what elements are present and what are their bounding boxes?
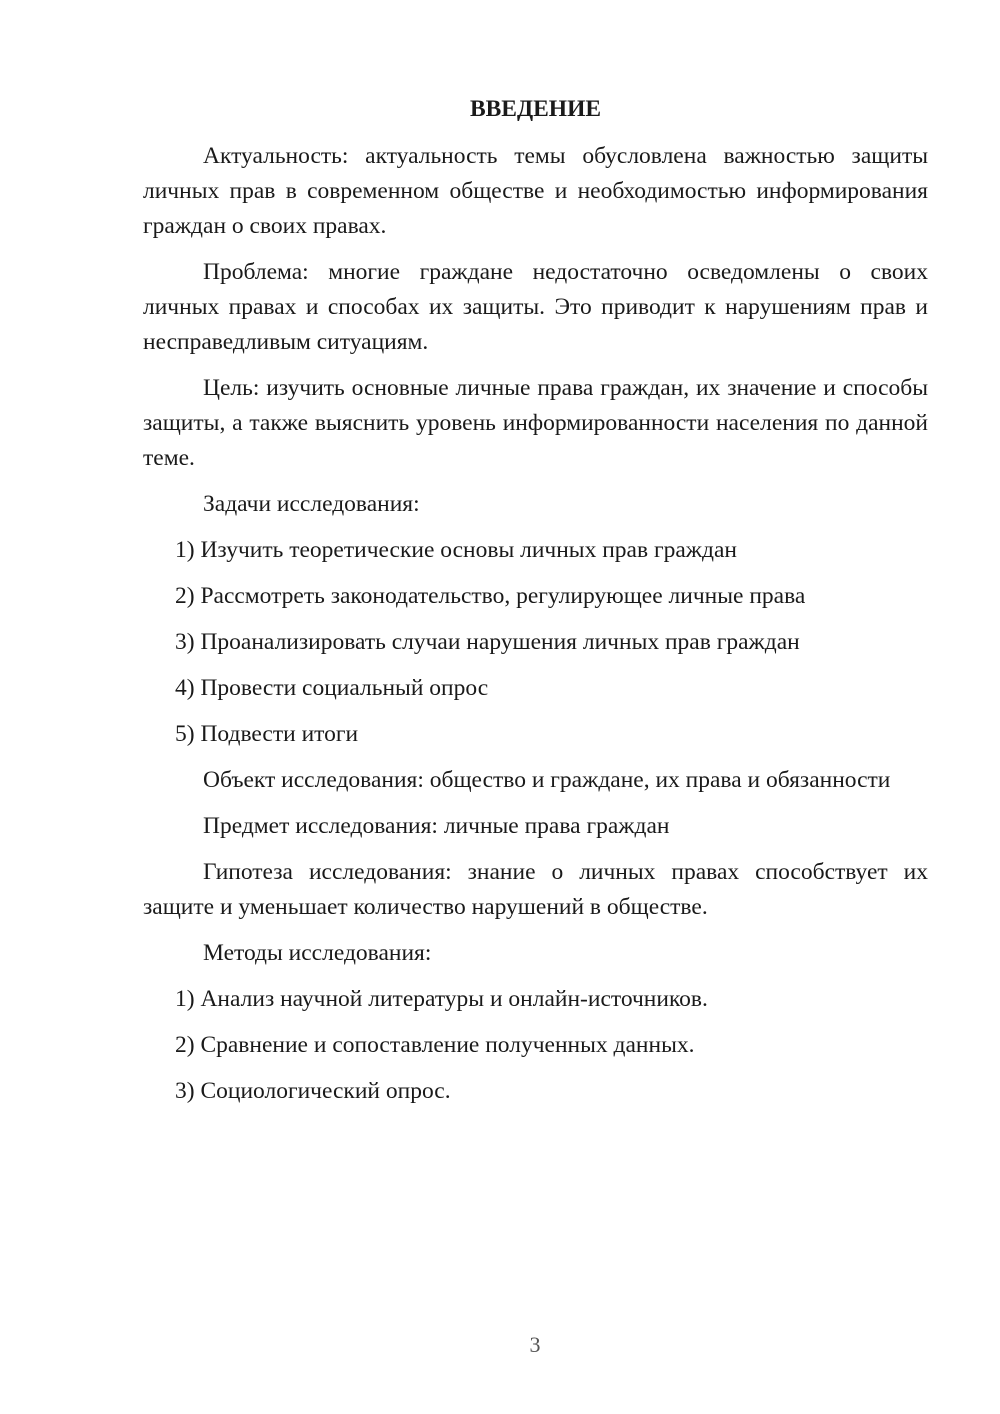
task-item: 3) Проанализировать случаи нарушения личных прав граждан xyxy=(175,629,800,655)
object-paragraph: Объект исследования: общество и граждане, их права и обязанности xyxy=(203,767,891,793)
methods-heading: Методы исследования: xyxy=(203,940,432,966)
task-item: 1) Изучить теоретические основы личных прав граждан xyxy=(175,537,737,563)
page-number: 3 xyxy=(529,1332,541,1357)
method-item: 3) Социологический опрос. xyxy=(175,1078,451,1104)
relevance-paragraph: Актуальность: актуальность темы обусловлена важностью защиты личных прав в современном обществе и необходимостью информирования граждан о своих правах. xyxy=(143,143,928,239)
page-title: ВВЕДЕНИЕ xyxy=(469,96,602,122)
task-item: 5) Подвести итоги xyxy=(175,721,359,747)
problem-paragraph: Проблема: многие граждане недостаточно осведомлены о своих личных правах и способах их защиты. Это приводит к нарушениям прав и несправедливым ситуациям. xyxy=(143,259,928,355)
task-item: 2) Рассмотреть законодательство, регулирующее личные права xyxy=(175,583,806,609)
goal-paragraph: Цель: изучить основные личные права граждан, их значение и способы защиты, а также выяснить уровень информированности населения по данной теме. xyxy=(143,375,928,471)
method-item: 1) Анализ научной литературы и онлайн-источников. xyxy=(175,986,708,1012)
tasks-heading: Задачи исследования: xyxy=(203,491,420,517)
task-item: 4) Провести социальный опрос xyxy=(175,675,489,701)
subject-paragraph: Предмет исследования: личные права граждан xyxy=(203,813,670,839)
method-item: 2) Сравнение и сопоставление полученных данных. xyxy=(175,1032,695,1058)
hypothesis-paragraph: Гипотеза исследования: знание о личных правах способствует их защите и уменьшает количество нарушений в обществе. xyxy=(143,859,928,920)
page-content xyxy=(143,92,928,1120)
